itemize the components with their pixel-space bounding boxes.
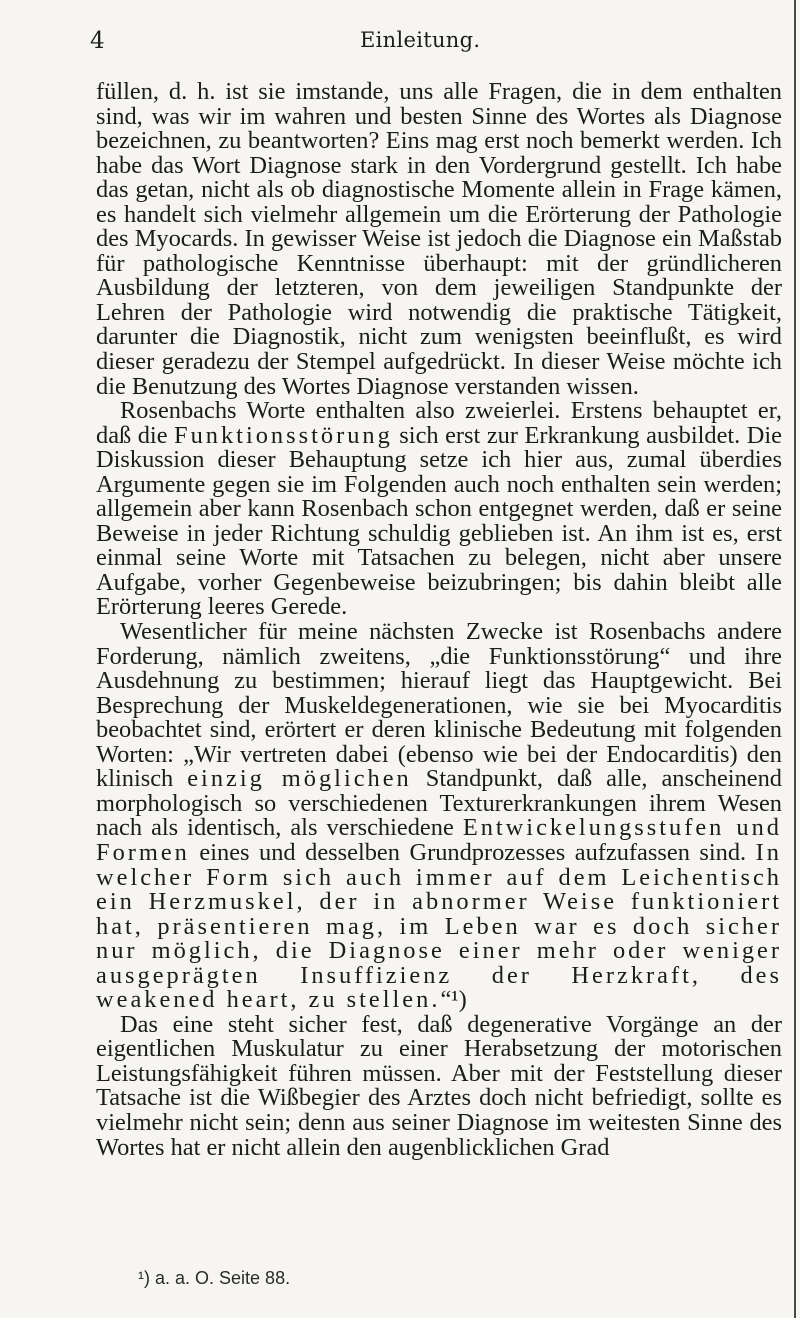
footnote-marker: ¹) [138,1268,150,1288]
paragraph-3-text-c: Standpunkt, daß alle, anscheinend morphologisch so verschiedenen Texturerkrankungen ihrem Wesen nach als identisch, als verschiedene [96,765,782,842]
page-header [90,28,790,58]
paragraph-1-text: füllen, d. h. ist sie imstande, uns alle Fragen, die in dem enthalten sind, was wir im wahren und besten Sinne des Wortes als Diagnose bezeichnen, zu beantworten? Eins mag erst noch bemerkt werden. Ich habe das Wort Diagnose stark in den Vordergrund gestellt. Ich habe das getan, nicht als ob diagnostische Momente allein in Frage kämen, es handelt sich vielmehr allgemein um die Erörterung der Pathologie des Myocards. In gewisser Weise ist jedoch die Diagnose ein Maßstab für pathologische Kenntnisse überhaupt: mit der gründlicheren Ausbildung der letzteren, von dem jeweiligen Standpunkte der Lehren der Pathologie wird notwendig die praktische Tätigkeit, darunter die Diagnostik, nicht zum wenigsten beeinflußt, es wird dieser geradezu der Stempel aufgedrückt. In dieser Weise möchte ich die Benutzung des Wortes Diagnose verstanden wissen. [96,78,782,400]
emphasis-entwickelungsstufen: Entwickelungsstufen und Formen [96,814,782,866]
emphasis-funktionsstoerung: Funktionsstörung [174,421,393,449]
page-edge-shadow [794,0,796,1318]
emphasis-einzig-moeglichen: einzig möglichen [187,765,412,793]
paragraph-3-text-a: Wesentlicher für meine nächsten Zwecke ist Rosenbachs andere Forderung, nämlich zweitens, „die Funktionsstörung“ und ihre Ausdehnung zu bestimmen; hierauf liegt das Hauptgewicht. Bei Besprechung der Muskeldegenerationen, wie sie bei Myocarditis beobachtet sind, erörtert er deren klinische Bedeutung mit folgenden Worten: „Wir vertreten dabei (ebenso wie bei der Endocarditis) den klinisch [96,618,782,793]
footnote-text: a. a. O. Seite 88. [150,1268,291,1288]
body-text [96,80,782,1160]
paragraph-2 [96,399,782,620]
paragraph-3-text-e: eines und desselben Grundprozesses aufzufassen sind. [189,838,756,866]
emphasis-quote: In welcher Form sich auch immer auf dem Leichentisch ein Herzmuskel, der in abnormer Weise funktioniert hat, präsentieren mag, im Leben war es doch sicher nur möglich, die Diagnose einer mehr oder weniger ausgeprägten Insuffizienz der Herzkraft, des weakened heart, zu stellen. [96,838,782,1014]
footnote-reference: “¹) [440,986,467,1014]
paragraph-2-text-a: Rosenbachs Worte enthalten also zweierlei. Erstens behauptet er, daß die [96,397,782,449]
paragraph-4-text: Das eine steht sicher fest, daß degenerative Vorgänge an der eigentlichen Muskulatur zu einer Herabsetzung der motorischen Leistungsfähigkeit führen müssen. Aber mit der Feststellung dieser Tatsache ist die Wißbegier des Arztes doch nicht befriedigt, sollte es vielmehr nicht sein; denn aus seiner Diagnose im weitesten Sinne des Wortes hat er nicht allein den augenblicklichen Grad [96,1010,782,1161]
paragraph-4 [96,1010,782,1161]
running-title: Einleitung. [360,28,481,52]
paragraph-1 [96,80,782,399]
footnote [138,1268,290,1289]
paragraph-3 [96,620,782,1013]
page-number: 4 [90,28,105,54]
paragraph-2-text-b: sich erst zur Erkrankung ausbildet. Die Diskussion dieser Behauptung setze ich hier aus, zumal überdies Argumente gegen sie im Folgenden auch noch enthalten sein werden; allgemein aber kann Rosenbach schon entgegnet werden, daß er seine Beweise in jeder Richtung schuldig geblieben ist. An ihm ist es, erst einmal seine Worte mit Tatsachen zu belegen, nicht aber unsere Aufgabe, vorher Gegenbeweise beizubringen; bis dahin bleibt alle Erörterung leeres Gerede. [96,421,782,621]
